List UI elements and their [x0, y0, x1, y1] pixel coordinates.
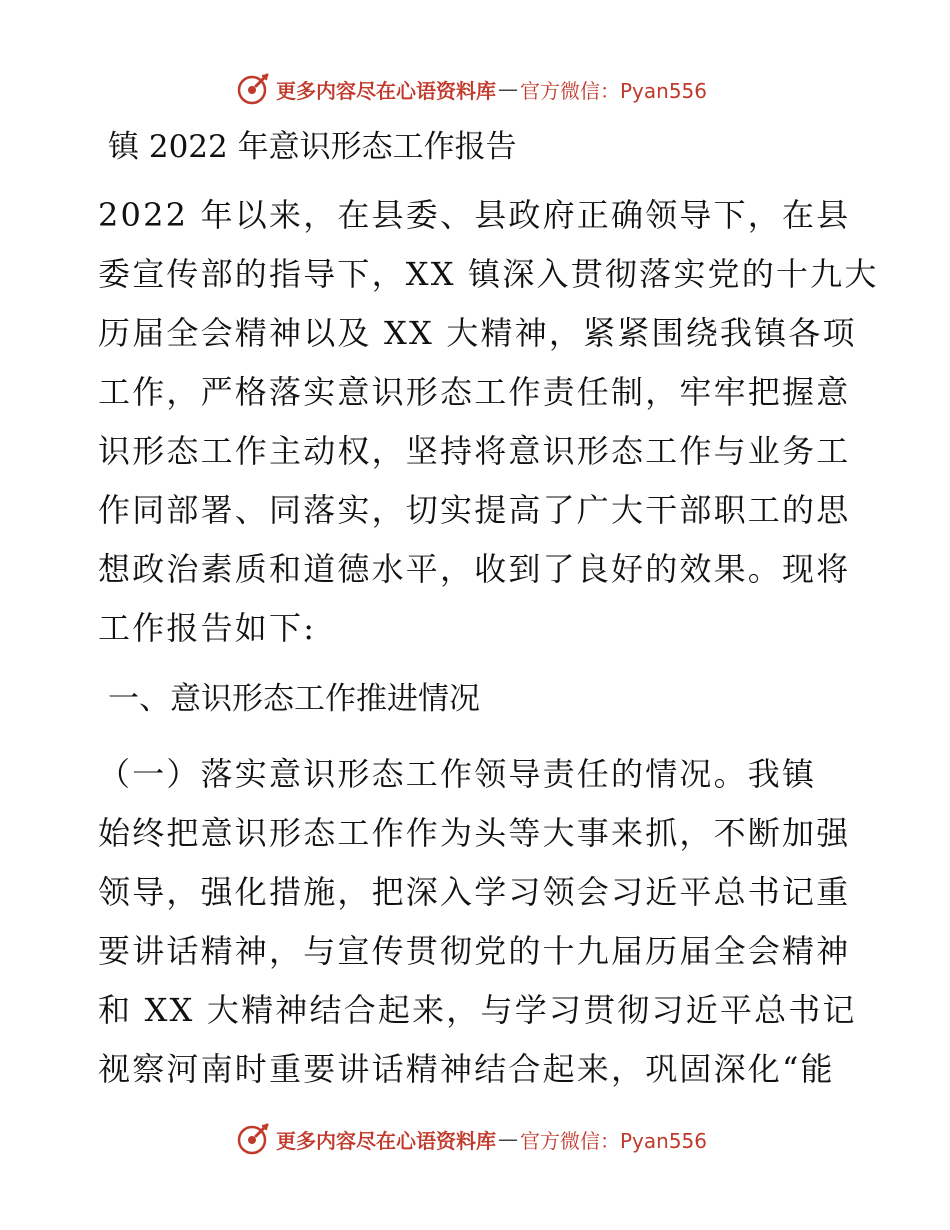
document-body — [98, 118, 879, 1099]
watermark-footer — [236, 1122, 707, 1156]
watermark-dash: — — [498, 77, 518, 101]
brand-logo-icon — [236, 72, 270, 106]
intro-line: 委宣传部的指导下，XX 镇深入贯彻落实党的十九大 — [98, 255, 879, 293]
intro-line: 识形态工作主动权，坚持将意识形态工作与业务工 — [98, 432, 851, 470]
watermark-wechat-text: 官方微信：Pyan556 — [520, 78, 708, 103]
document-title: 镇 2022 年意识形态工作报告 — [108, 129, 517, 165]
watermark-header — [236, 72, 707, 106]
section-line: 视察河南时重要讲话精神结合起来，巩固深化“能 — [98, 1050, 835, 1088]
watermark-brand-text: 更多内容尽在心语资料库 — [276, 78, 496, 103]
intro-line: 工作报告如下: — [98, 609, 317, 647]
intro-line: 工作，严格落实意识形态工作责任制，牢牢把握意 — [98, 373, 851, 411]
intro-line: 作同部署、同落实，切实提高了广大干部职工的思 — [98, 491, 851, 529]
brand-logo-icon — [236, 1122, 270, 1156]
intro-line: 想政治素质和道德水平，收到了良好的效果。现将 — [98, 550, 851, 588]
section-paragraph — [98, 745, 858, 1099]
section-line: 和 XX 大精神结合起来，与学习贯彻习近平总书记 — [98, 991, 857, 1029]
watermark-brand-text: 更多内容尽在心语资料库 — [276, 1128, 496, 1153]
section-line: 要讲话精神，与宣传贯彻党的十九届历届全会精神 — [98, 932, 851, 970]
intro-line: 2022 年以来，在县委、县政府正确领导下，在县 — [98, 196, 851, 234]
watermark-dash: — — [498, 1127, 518, 1151]
watermark-wechat-text: 官方微信：Pyan556 — [520, 1128, 708, 1153]
section-line: 始终把意识形态工作作为头等大事来抓，不断加强 — [98, 814, 851, 852]
intro-paragraph — [98, 186, 879, 658]
section-heading: 一、意识形态工作推进情况 — [108, 681, 480, 717]
section-line: 领导，强化措施，把深入学习领会习近平总书记重 — [98, 873, 851, 911]
intro-line: 历届全会精神以及 XX 大精神，紧紧围绕我镇各项 — [98, 314, 857, 352]
section-line: （一）落实意识形态工作领导责任的情况。我镇 — [98, 755, 817, 793]
